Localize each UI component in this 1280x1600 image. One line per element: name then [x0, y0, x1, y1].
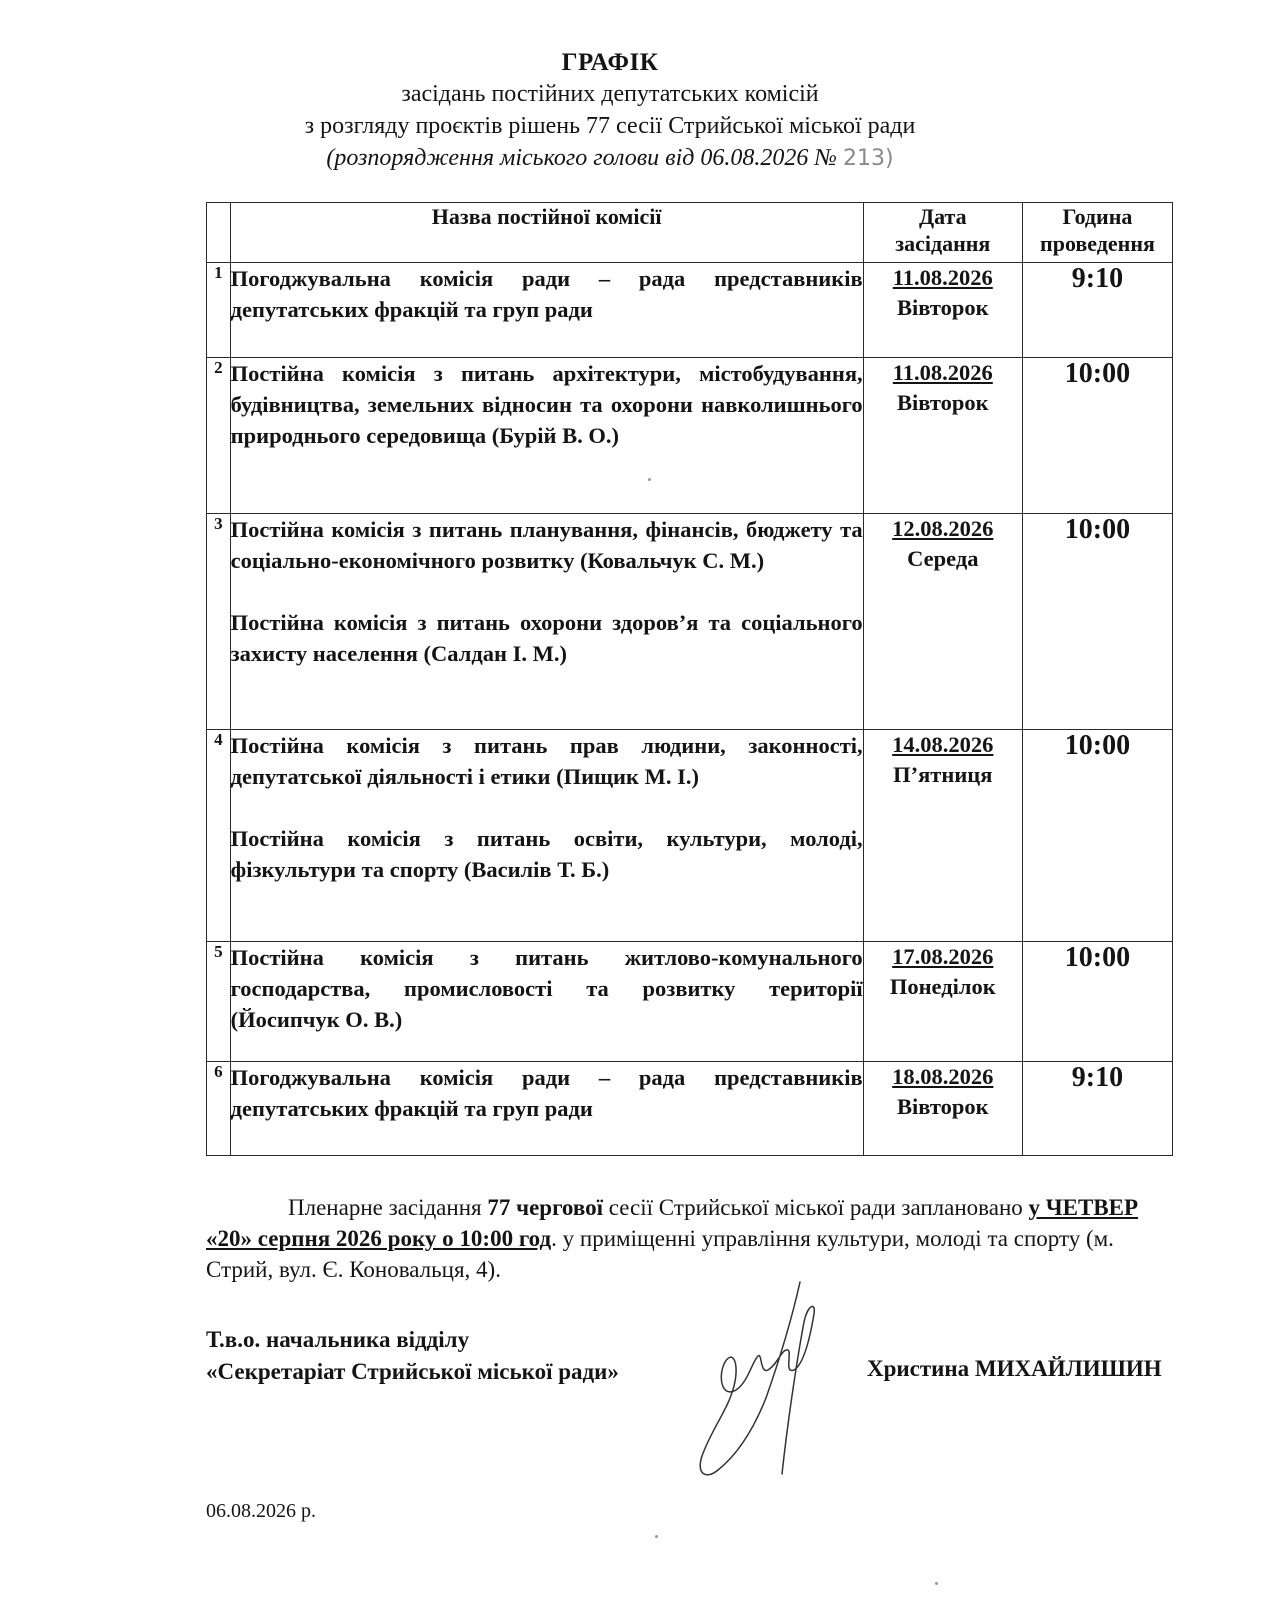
committee-name — [230, 942, 863, 1062]
meeting-date — [863, 358, 1022, 514]
meeting-weekday: Вівторок — [897, 295, 989, 320]
handwritten-signature — [688, 1278, 838, 1488]
meeting-time: 9:10 — [1022, 1062, 1172, 1156]
meeting-weekday: П’ятниця — [893, 762, 993, 787]
header-date — [863, 203, 1022, 263]
meeting-date-value: 12.08.2026 — [892, 516, 994, 541]
row-number: 6 — [207, 1062, 231, 1156]
meeting-date-value: 11.08.2026 — [892, 360, 993, 385]
meeting-date-value: 14.08.2026 — [892, 732, 994, 757]
header-number — [207, 203, 231, 263]
header-time-line-2: проведення — [1040, 231, 1155, 256]
row-number: 4 — [207, 730, 231, 942]
committee-name — [230, 358, 863, 514]
subtitle-line-1: засідань постійних депутатських комісій — [401, 81, 819, 107]
meeting-date — [863, 942, 1022, 1062]
scan-speck — [648, 478, 651, 481]
handwritten-order-number: 213) — [843, 146, 894, 171]
scan-speck — [655, 1535, 658, 1538]
plenary-session-notice — [206, 1192, 1156, 1285]
committee-name — [230, 730, 863, 942]
header-date-line-1: Дата — [918, 204, 967, 229]
plenary-session-number: 77 чергової — [487, 1195, 604, 1220]
table-row — [207, 358, 1173, 514]
meeting-time: 10:00 — [1022, 514, 1172, 730]
committee-name-text: Погоджувальна комісія ради – рада представників депутатських фракцій та груп ради — [230, 1065, 863, 1121]
document-header — [160, 48, 1060, 175]
table-row — [207, 942, 1173, 1062]
order-reference-text: (розпорядження міського голови від 06.08.2026 № — [326, 145, 838, 171]
meeting-date-value: 17.08.2026 — [892, 944, 994, 969]
meeting-date — [863, 730, 1022, 942]
header-date-line-2: засідання — [895, 231, 991, 256]
committee-name-text: Постійна комісія з питань прав людини, законності, депутатської діяльності і етики (Пищик М. І.) — [230, 733, 863, 789]
signatory-name: Христина МИХАЙЛИШИН — [867, 1356, 1162, 1381]
committee-name — [230, 1062, 863, 1156]
table-row — [207, 730, 1173, 942]
meeting-time: 10:00 — [1022, 358, 1172, 514]
plenary-location: . у приміщенні управління культури, молоді та спорту (м. Стрий, вул. Є. Коновальця, 4). — [206, 1226, 1114, 1282]
plenary-text-2: сесії Стрийської міської ради заплановано — [603, 1195, 1029, 1220]
meeting-time: 9:10 — [1022, 263, 1172, 358]
row-number: 5 — [207, 942, 231, 1062]
meeting-weekday: Понеділок — [889, 974, 996, 999]
table-row — [207, 263, 1173, 358]
header-time — [1022, 203, 1172, 263]
table-header-row — [207, 203, 1173, 263]
header-time-line-1: Година — [1062, 204, 1133, 229]
committee-schedule-table — [206, 202, 1173, 1156]
meeting-time: 10:00 — [1022, 942, 1172, 1062]
order-reference — [160, 142, 1060, 175]
meeting-date — [863, 263, 1022, 358]
committee-name — [230, 514, 863, 730]
plenary-date-time: у ЧЕТВЕР «20» серпня 2026 року о 10:00 год — [206, 1195, 1139, 1251]
table-row — [207, 514, 1173, 730]
meeting-date — [863, 1062, 1022, 1156]
signatory-position-line-2: «Секретаріат Стрийської міської ради» — [206, 1359, 619, 1384]
subtitle-line-2: з розгляду проєктів рішень 77 сесії Стрийської міської ради — [304, 113, 916, 139]
committee-name-text: Постійна комісія з питань охорони здоров’я та соціального захисту населення (Салдан І. М.) — [230, 610, 863, 666]
plenary-notice-text — [206, 1192, 1156, 1285]
row-number: 2 — [207, 358, 231, 514]
committee-name-text: Постійна комісія з питань планування, фінансів, бюджету та соціально-економічного розвитку (Ковальчук С. М.) — [230, 517, 863, 573]
row-number: 3 — [207, 514, 231, 730]
meeting-time: 10:00 — [1022, 730, 1172, 942]
signatory-position-line-1: Т.в.о. начальника відділу — [206, 1327, 470, 1352]
table-row — [207, 1062, 1173, 1156]
meeting-weekday: Середа — [907, 546, 979, 571]
signatory-position — [206, 1324, 619, 1388]
committee-name — [230, 263, 863, 358]
meeting-date-value: 18.08.2026 — [892, 1064, 994, 1089]
committee-name-text: Погоджувальна комісія ради – рада представників депутатських фракцій та груп ради — [230, 266, 863, 322]
meeting-weekday: Вівторок — [897, 1094, 989, 1119]
plenary-text-1: Пленарне засідання — [288, 1195, 488, 1220]
committee-name-text: Постійна комісія з питань архітектури, містобудування, будівництва, земельних відносин та охорони навколишнього природнього середовища (Бурій В. О.) — [230, 361, 863, 448]
committee-name-text: Постійна комісія з питань житлово-комунального господарства, промисловості та розвитку території (Йосипчук О. В.) — [230, 945, 863, 1032]
document-date: 06.08.2026 р. — [206, 1500, 316, 1522]
scan-speck — [935, 1582, 938, 1585]
document-title: ГРАФІК — [561, 49, 659, 76]
meeting-weekday: Вівторок — [897, 390, 989, 415]
meeting-date — [863, 514, 1022, 730]
header-committee-name: Назва постійної комісії — [230, 203, 863, 263]
row-number: 1 — [207, 263, 231, 358]
meeting-date-value: 11.08.2026 — [892, 265, 993, 290]
committee-name-text: Постійна комісія з питань освіти, культури, молоді, фізкультури та спорту (Василів Т. Б.) — [230, 826, 863, 882]
